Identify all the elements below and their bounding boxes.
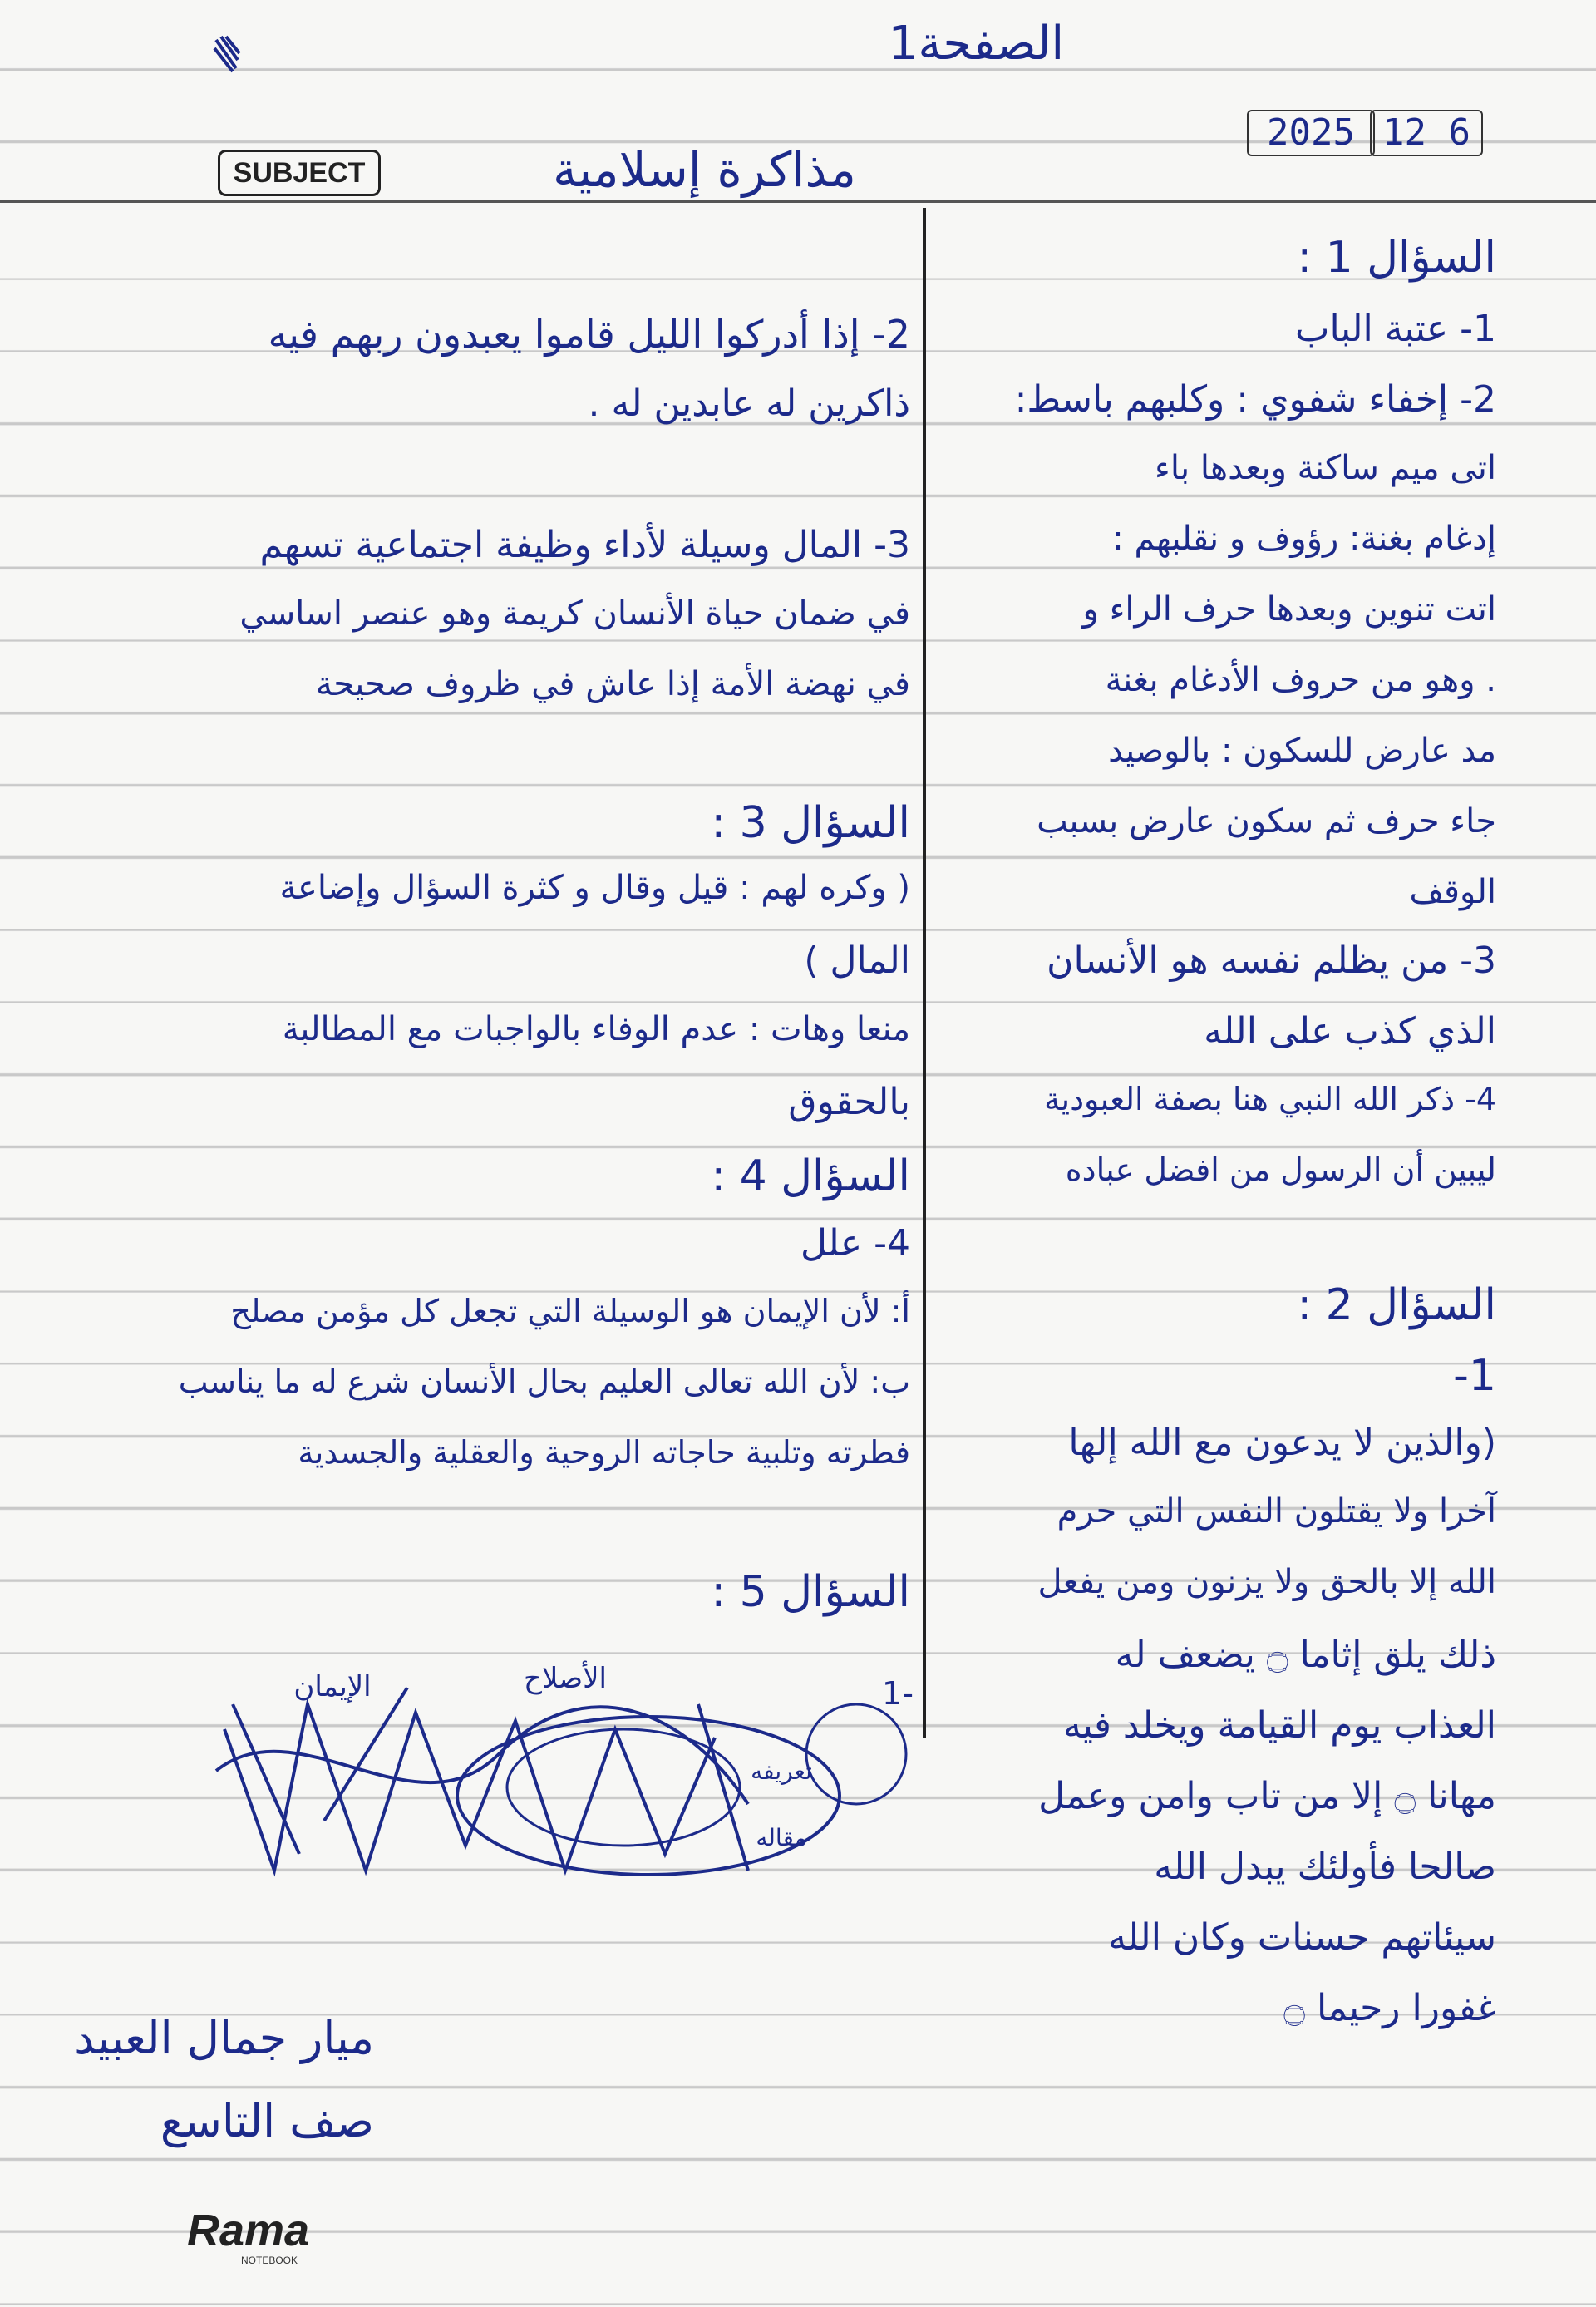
scribble-label: تعريفه [751, 1757, 812, 1785]
scribble-label: 1- [882, 1675, 914, 1712]
verse-line: صالحا فأولئك يبدل الله [1154, 1846, 1496, 1888]
verse-line: الله إلا بالحق ولا يزنون ومن يفعل [1037, 1563, 1496, 1601]
question-2-heading: السؤال 2 : [1297, 1280, 1496, 1330]
answer-line: بالحقوق [788, 1081, 910, 1123]
notebook-brand-sub: NOTEBOOK [241, 2255, 298, 2266]
header-rule [0, 200, 1596, 203]
date-year: 2025 [1247, 110, 1375, 156]
answer-line: 2- إخفاء شفوي : وكلبهم باسط: [1014, 378, 1496, 421]
answer-line: ذاكرين له عابدين له . [588, 382, 910, 425]
answer-line: الذي كذب على الله [1204, 1010, 1496, 1052]
page-number-label: الصفحة1 [888, 17, 1064, 71]
answer-line: 2- إذا أدركوا الليل قاموا يعبدون ربهم فيه [268, 312, 910, 357]
verse-line: مهانا ۝ إلا من تاب وامن وعمل [1038, 1775, 1496, 1817]
question-1-heading: السؤال 1 : [1297, 233, 1496, 283]
student-name: ميار جمال العبيد [74, 2012, 374, 2064]
subject-title: مذاكرة إسلامية [552, 141, 856, 198]
verse-line: آخرا ولا يقتلون النفس التي حرم [1057, 1492, 1496, 1531]
verse-line: سيئاتهم حسنات وكان الله [1108, 1916, 1496, 1959]
answer-line: مد عارض للسكون : بالوصيد [1108, 732, 1496, 770]
verse-line: العذاب يوم القيامة ويخلد فيه [1063, 1704, 1496, 1747]
answer-line: ( وكره لهم : قيل وقال و كثرة السؤال وإضاعة [279, 869, 910, 907]
scribble-label: مقاله [756, 1824, 807, 1851]
answer-line: إدغام بغنة: رؤوف و نقلبهم : [1112, 520, 1496, 558]
answer-line: 3- من يظلم نفسه هو الأنسان [1047, 939, 1496, 982]
answer-line: في ضمان حياة الأنسان كريمة وهو عنصر اساسي [239, 594, 910, 633]
answer-line: 4- علل [800, 1222, 910, 1264]
answer-line: فطرته وتلبية حاجاته الروحية والعقلية والجسدية [298, 1434, 910, 1471]
crossed-out-scribble [200, 1654, 931, 1904]
answer-line: في نهضة الأمة إذا عاش في ظروف صحيحة [315, 665, 910, 703]
answer-line: 3- المال وسيلة لأداء وظيفة اجتماعية تسهم [259, 524, 910, 566]
scribble-label: الأصلاح [524, 1662, 607, 1695]
answer-line: الوقف [1409, 873, 1496, 911]
question-4-heading: السؤال 4 : [711, 1151, 910, 1201]
answer-line: 1- [1453, 1351, 1496, 1401]
answer-line: ليبين أن الرسول من افضل عباده [1065, 1151, 1496, 1188]
answer-line: اتت تنوين وبعدها حرف الراء و [1082, 590, 1496, 629]
notebook-brand-logo: Rama [187, 2206, 310, 2255]
answer-line: أ: لأن الإيمان هو الوسيلة التي تجعل كل مؤمن مصلح [230, 1293, 910, 1329]
verse-line: ذلك يلق إثاما ۝ يضعف له [1115, 1634, 1496, 1676]
answer-line: اتى ميم ساكنة وبعدها باء [1155, 449, 1496, 487]
question-3-heading: السؤال 3 : [711, 798, 910, 848]
ink-scribble-mark [213, 35, 241, 73]
verse-line: (والذين لا يدعون مع الله إلها [1068, 1422, 1496, 1464]
answer-line: 4- ذكر الله النبي هنا بصفة العبودية [1044, 1081, 1496, 1117]
date-month-day: 12 6 [1370, 110, 1483, 156]
student-class: صف التاسع [160, 2095, 374, 2147]
verse-line: غفورا رحيما ۝ [1283, 1987, 1496, 2029]
answer-line: جاء حرف ثم سكون عارض بسبب [1037, 802, 1496, 840]
scribble-label: الإيمان [293, 1670, 372, 1703]
answer-line: المال ) [804, 939, 910, 982]
question-5-heading: السؤال 5 : [711, 1567, 910, 1617]
answer-line: ب: لأن الله تعالى العليم بحال الأنسان شرع له ما يناسب [178, 1363, 910, 1400]
answer-line: منعا وهات : عدم الوفاء بالواجبات مع المطالبة [282, 1010, 910, 1048]
subject-label: SUBJECT [218, 150, 381, 196]
answer-line: . وهو من حروف الأدغام بغنة [1105, 661, 1496, 699]
answer-line: 1- عتبة الباب [1295, 308, 1496, 350]
column-divider [923, 208, 926, 1738]
